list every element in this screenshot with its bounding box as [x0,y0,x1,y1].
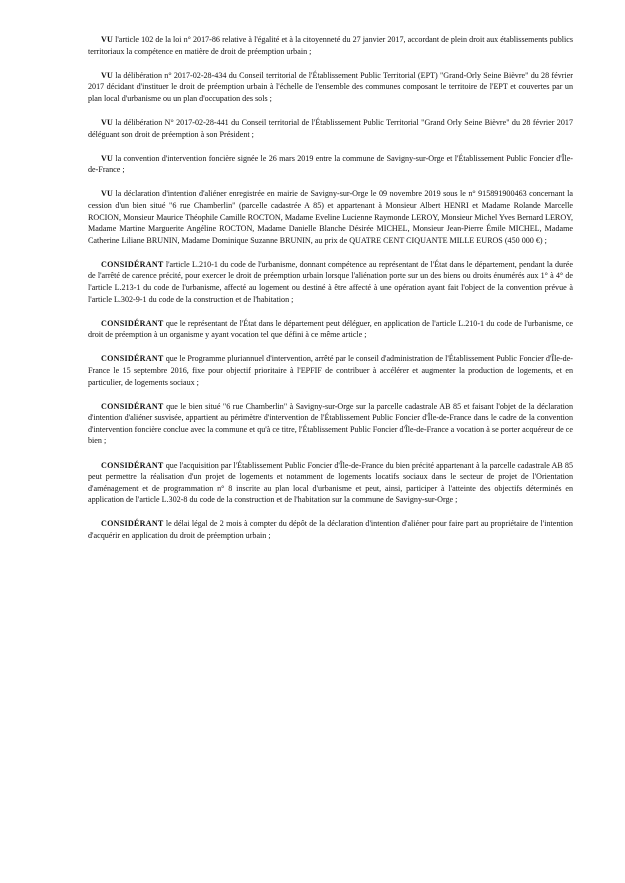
clause-text: la délibération n° 2017-02-28-434 du Conseil territorial de l'Établissement Public Territorial (EPT) "Grand-Orly Seine Bièvre" du 28 février 2017 décidant d'instituer le droit de préemption urbain à l'échelle de l'ensemble des communes composant le territoire de l'EPT et couvertes par un plan local d'urbanisme ou un plan d'occupation des sols ; [88,70,573,103]
clause-paragraph [88,401,573,447]
clause-paragraph [88,188,573,246]
clause-paragraph [88,153,573,176]
clause-text: la convention d'intervention foncière signée le 26 mars 2019 entre la commune de Savigny-sur-Orge et l'Établissement Public Foncier d'Île-de-France ; [88,153,573,175]
clause-text: que le représentant de l'État dans le département peut déléguer, en application de l'article L.210-1 du code de l'urbanisme, ce droit de préemption à un organisme y ayant vocation tel que défini à ce même article ; [88,318,573,340]
clause-lead: CONSIDÉRANT [101,460,164,470]
clause-paragraph [88,117,573,140]
clause-lead: VU [101,189,113,199]
clause-lead: CONSIDÉRANT [101,318,164,328]
clause-lead: CONSIDÉRANT [101,259,164,269]
document-body [88,34,573,542]
clause-lead: CONSIDÉRANT [101,519,164,529]
clause-text: la déclaration d'intention d'aliéner enregistrée en mairie de Savigny-sur-Orge le 09 novembre 2019 sous le n° 915891900463 concernant la cession d'un bien situé "6 rue Chamberlin" (parcelle cadastrée A 85) et appartenant à Monsieur Albert HENRI et Madame Rolande Marcelle ROCION, Monsieur Maurice Théophile Camille ROCTON, Madame Eveline Lucienne Raymonde LEROY, Monsieur Michel Yves Bernard LEROY, Madame Martine Marguerite Angéline ROCTON, Madame Danielle Blanche Désirée MICHEL, Monsieur Jean-Pierre Émile MICHEL, Madame Catherine Liliane BRUNIN, Madame Dominique Suzanne BRUNIN, au prix de QUATRE CENT CIQUANTE MILLE EUROS (450 000 €) ; [88,189,573,245]
clause-paragraph [88,318,573,341]
clause-paragraph [88,70,573,105]
clause-paragraph [88,460,573,506]
clause-lead: VU [101,117,113,127]
clause-lead: VU [101,70,113,80]
clause-lead: CONSIDÉRANT [101,401,164,411]
clause-lead: CONSIDÉRANT [101,354,164,364]
clause-paragraph [88,518,573,541]
clause-lead: VU [101,35,113,44]
clause-paragraph [88,259,573,305]
clause-text: que le Programme pluriannuel d'intervention, arrêté par le conseil d'administration de l'Établissement Public Foncier d'Île-de-France le 15 septembre 2016, fixe pour objectif prioritaire à l'EPFIF de contribuer à accélérer et augmenter la production de logements, et en particulier, de logements sociaux ; [88,354,573,387]
clause-text: l'article 102 de la loi n° 2017-86 relative à l'égalité et à la citoyenneté du 27 janvier 2017, accordant de plein droit aux établissements publics territoriaux la compétence en matière de droit de préemption urbain ; [88,35,573,56]
clause-text: que le bien situé "6 rue Chamberlin" à Savigny-sur-Orge sur la parcelle cadastrale AB 85 et faisant l'objet de la déclaration d'intention d'aliéner susvisée, appartient au périmètre d'intervention de l'Établissement Public Foncier d'Île-de-France dans le cadre de la convention d'intervention foncière conclue avec la commune et qu'à ce titre, l'Établissement Public Foncier d'Île-de-France a vocation à se porter acquéreur de ce bien ; [88,401,573,446]
clause-text: l'article L.210-1 du code de l'urbanisme, donnant compétence au représentant de l'État dans le département, pendant la durée de l'arrêté de carence précité, pour exercer le droit de préemption urbain lorsque l'aliénation porte sur un des biens ou droits énumérés aux 1° à 4° de l'article L.213-1 du code de l'urbanisme, affecté au logement ou destiné à être affecté à une opération ayant fait l'object de la convention prévue à l'article L.302-9-1 du code de la construction et de l'habitation ; [88,259,573,304]
clause-paragraph [88,34,573,57]
clause-paragraph [88,353,573,388]
clause-text: la délibération N° 2017-02-28-441 du Conseil territorial de l'Établissement Public Territorial "Grand Orly Seine Bièvre" du 28 février 2017 déléguant son droit de préemption à son Président ; [88,117,573,139]
clause-lead: VU [101,153,113,163]
clause-text: le délai légal de 2 mois à compter du dépôt de la déclaration d'intention d'aliéner pour faire part au propriétaire de l'intention d'acquérir en application du droit de préemption urbain ; [88,519,573,540]
clause-text: que l'acquisition par l'Établissement Public Foncier d'Île-de-France du bien précité appartenant à la parcelle cadastrale AB 85 peut permettre la réalisation d'un projet de logements et notamment de logements locatifs sociaux dans le secteur de projet de l'Orientation d'aménagement et de programmation n° 8 inscrite au plan local d'urbanisme et peut, ainsi, participer à l'atteinte des objectifs déterminés en application de l'article L.302-8 du code de la construction et de l'habitation sur la commune de Savigny-sur-Orge ; [88,460,574,505]
